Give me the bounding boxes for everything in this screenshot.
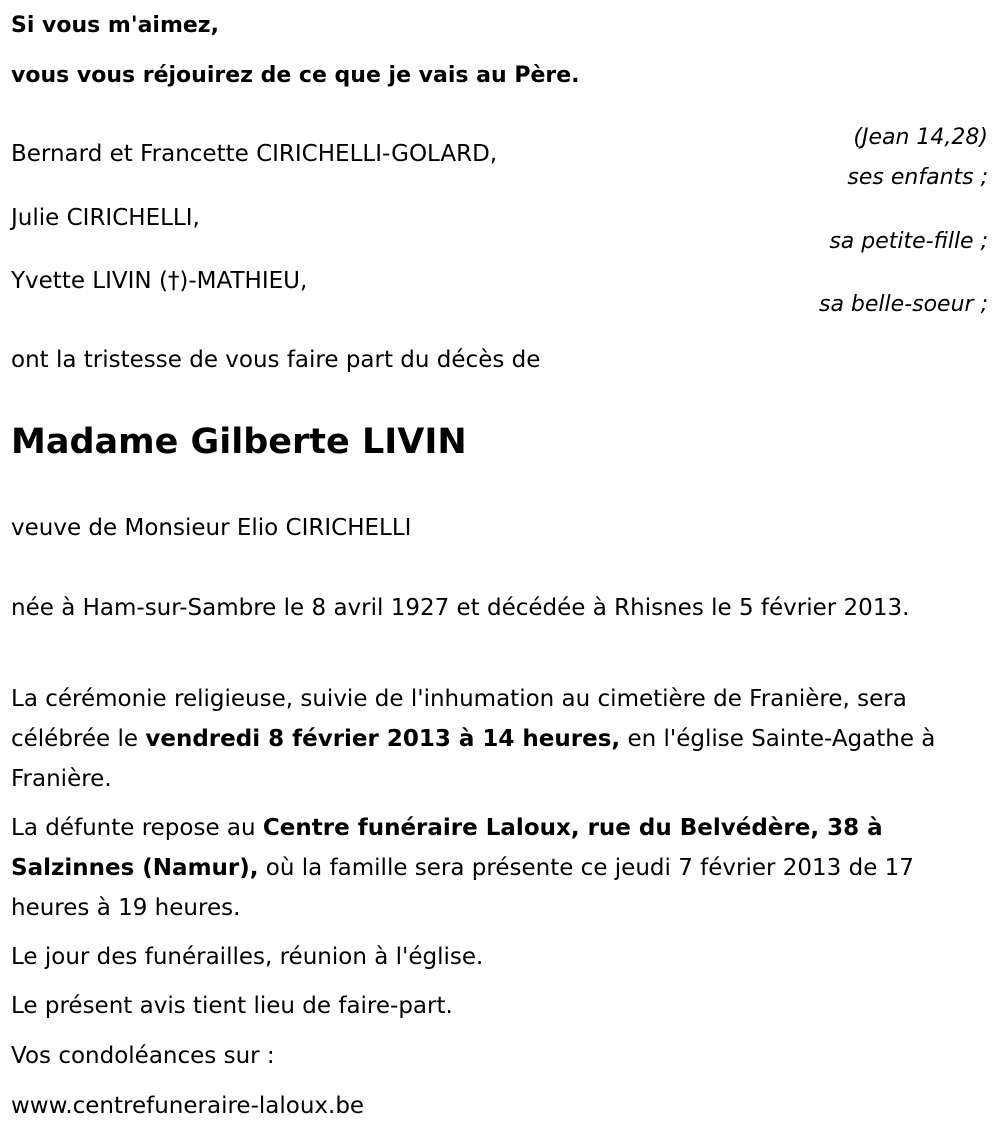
- family-relation-2: sa petite-fille ;: [829, 229, 988, 254]
- notice-text: Le présent avis tient lieu de faire-part.: [11, 993, 453, 1019]
- quote-reference: (Jean 14,28): [853, 125, 988, 150]
- birth-death-paragraph: née à Ham-sur-Sambre le 8 avril 1927 et décédée à Rhisnes le 5 février 2013.: [11, 595, 910, 621]
- website-link[interactable]: www.centrefuneraire-laloux.be: [11, 1093, 365, 1119]
- condolences-label: Vos condoléances sur :: [11, 1043, 275, 1069]
- ceremony-text-after: en l'église Sainte-Agathe à Franière.: [11, 726, 936, 792]
- rest-text-before: La défunte repose au: [11, 815, 263, 841]
- ceremony-date-bold: vendredi 8 février 2013 à 14 heures,: [145, 726, 621, 752]
- family-relation-3: sa belle-soeur ;: [819, 292, 988, 317]
- family-name-1: Bernard et Francette CIRICHELLI-GOLARD,: [11, 141, 498, 167]
- rest-place-bold: Centre funéraire Laloux, rue du Belvédère, 38 à Salzinnes (Namur),: [11, 815, 883, 881]
- family-name-3: Yvette LIVIN (†)-MATHIEU,: [11, 268, 308, 294]
- announcement-text: ont la tristesse de vous faire part du décès de: [11, 347, 541, 373]
- funeral-day-text: Le jour des funérailles, réunion à l'église.: [11, 944, 484, 970]
- rest-paragraph: [11, 808, 983, 928]
- deceased-name: Madame Gilberte LIVIN: [11, 422, 467, 462]
- quote-line-1: Si vous m'aimez,: [11, 13, 219, 38]
- widow-of-text: veuve de Monsieur Elio CIRICHELLI: [11, 515, 412, 541]
- ceremony-text-before: La cérémonie religieuse, suivie de l'inhumation au cimetière de Franière, sera célébrée le: [11, 686, 907, 752]
- ceremony-paragraph: [11, 679, 983, 799]
- rest-text-after: où la famille sera présente ce jeudi 7 février 2013 de 17 heures à 19 heures.: [11, 855, 914, 921]
- quote-line-2: vous vous réjouirez de ce que je vais au Père.: [11, 63, 580, 88]
- family-relation-1: ses enfants ;: [847, 165, 988, 190]
- family-name-2: Julie CIRICHELLI,: [11, 205, 200, 231]
